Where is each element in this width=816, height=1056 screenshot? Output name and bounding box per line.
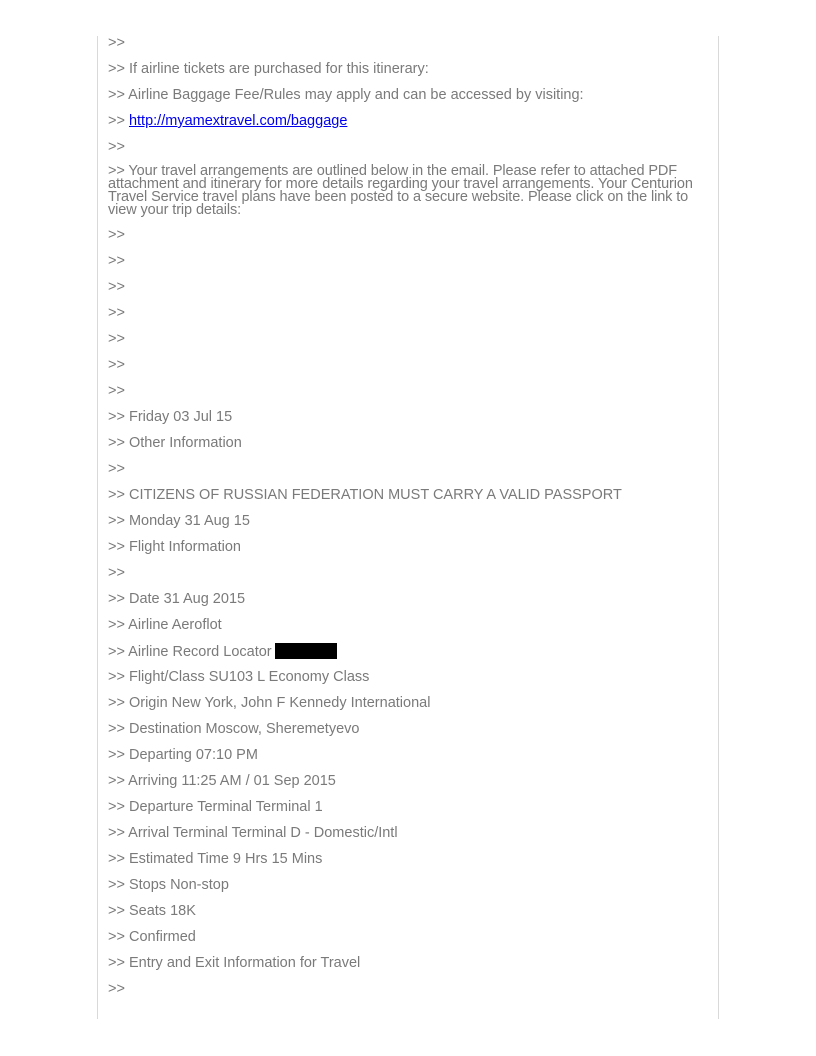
quoted-line-passport-notice: >> CITIZENS OF RUSSIAN FEDERATION MUST CARRY A VALID PASSPORT [108,487,622,503]
quoted-line-blank: >> [108,981,125,997]
quoted-line-seats: >> Seats 18K [108,903,196,919]
quoted-line-baggage-rules: >> Airline Baggage Fee/Rules may apply and can be accessed by visiting: [108,87,584,103]
quoted-line-airline: >> Airline Aeroflot [108,617,222,633]
quoted-line-blank: >> [108,305,125,321]
quoted-line-date-jul: >> Friday 03 Jul 15 [108,409,233,425]
quoted-line-blank: >> [108,383,125,399]
quoted-line-arriving: >> Arriving 11:25 AM / 01 Sep 2015 [108,773,336,789]
quoted-line-flight-date: >> Date 31 Aug 2015 [108,591,246,607]
quoted-line-record-locator: >> Airline Record Locator [108,643,714,659]
quoted-line-blank: >> [108,331,125,347]
quoted-line-estimated-time: >> Estimated Time 9 Hrs 15 Mins [108,851,323,867]
quoted-line-blank: >> [108,35,125,51]
quoted-line-blank: >> [108,461,125,477]
quoted-line-blank: >> [108,253,125,269]
baggage-link[interactable]: http://myamextravel.com/baggage [128,113,348,129]
quoted-line-other-info-heading: >> Other Information [108,435,242,451]
quoted-line-blank: >> [108,139,125,155]
quoted-line-blank: >> [108,565,125,581]
quoted-paragraph-travel-arrangements: >> Your travel arrangements are outlined below in the email. Please refer to attached PDF attachment and itinerary for more details regarding your travel arrangements. Your Centurion Travel Service travel plans have been posted to a secure website. Please click on the link to view your trip details: [108,163,693,218]
quoted-line-tickets-note: >> If airline tickets are purchased for this itinerary: [108,61,429,77]
quoted-line-origin: >> Origin New York, John F Kennedy International [108,695,431,711]
redaction-bar [275,643,337,659]
quoted-line-destination: >> Destination Moscow, Sheremetyevo [108,721,360,737]
quoted-line-confirmed: >> Confirmed [108,929,196,945]
email-quoted-text [108,35,714,1007]
quoted-line-baggage-link: >> http://myamextravel.com/baggage [108,113,348,129]
quoted-line-blank: >> [108,227,125,243]
quoted-line-flight-class: >> Flight/Class SU103 L Economy Class [108,669,370,685]
quoted-line-blank: >> [108,357,125,373]
quoted-line-departing: >> Departing 07:10 PM [108,747,258,763]
quoted-line-departure-terminal: >> Departure Terminal Terminal 1 [108,799,323,815]
quoted-line-date-aug: >> Monday 31 Aug 15 [108,513,250,529]
quoted-line-flight-info-heading: >> Flight Information [108,539,241,555]
quoted-line-arrival-terminal: >> Arrival Terminal Terminal D - Domestic/Intl [108,825,398,841]
quoted-line-blank: >> [108,279,125,295]
quoted-line-entry-exit-info: >> Entry and Exit Information for Travel [108,955,361,971]
quoted-line-stops: >> Stops Non-stop [108,877,229,893]
